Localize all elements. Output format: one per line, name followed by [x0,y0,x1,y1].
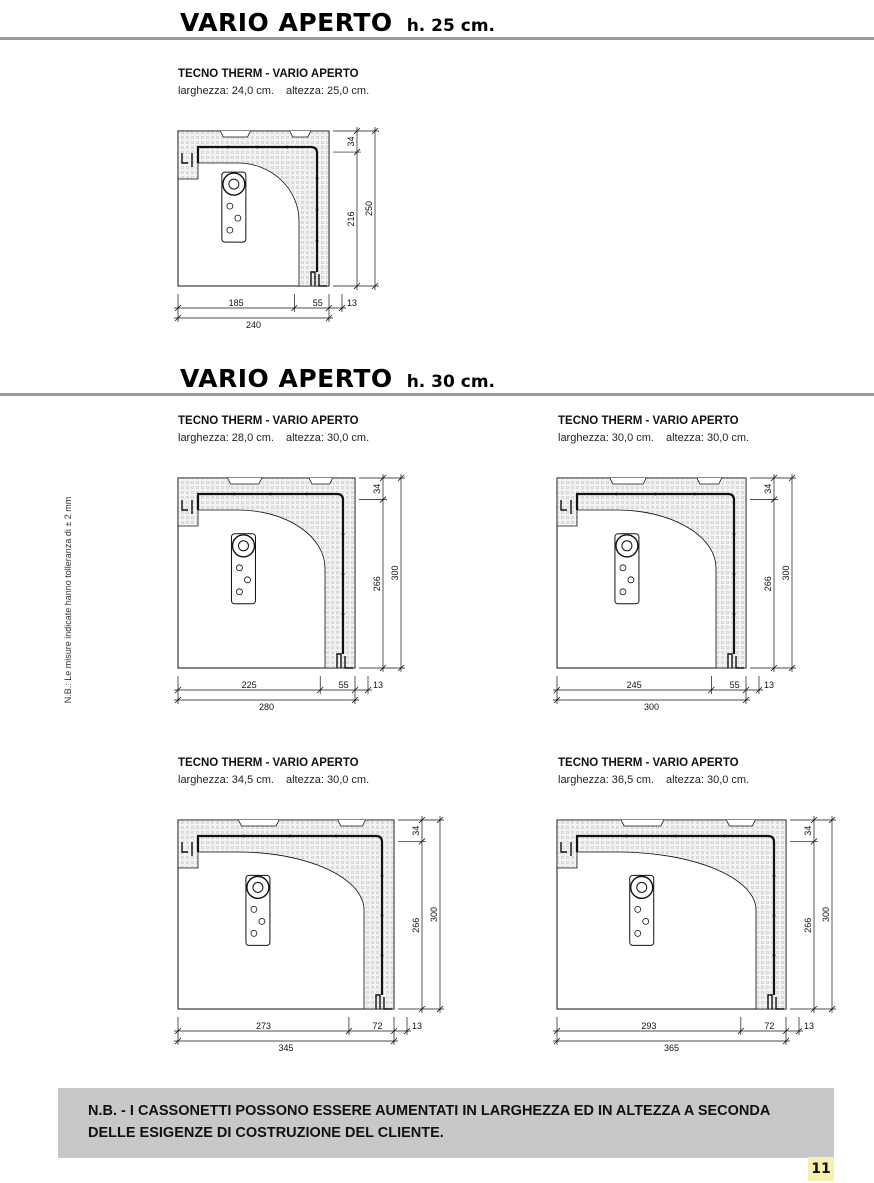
footer-note-line-1: N.B. - I CASSONETTI POSSONO ESSERE AUMENTATI IN LARGHEZZA ED IN ALTEZZA A SECONDA [88,1103,771,1119]
spec-title: TECNO THERM - VARIO APERTO [178,68,359,80]
frame-rivet [773,954,776,957]
dimension-label: 245 [626,680,642,690]
page-number: 11 [808,1157,834,1181]
dimension-label: 185 [228,298,244,308]
dimension-label: 280 [258,702,275,712]
spec-dimensions: larghezza: 36,5 cm. altezza: 30,0 cm. [558,774,750,786]
dimension-label: 225 [241,680,257,690]
section-subtitle: h. 30 cm. [406,372,496,392]
spec-dimensions: larghezza: 28,0 cm. altezza: 30,0 cm. [178,432,370,444]
dimension-label: 34 [346,136,356,147]
tolerance-note: N.B.: Le misure indicate hanno tolleranza di ± 2 mm [63,496,73,704]
dimension-label: 13 [372,680,384,690]
motor-bolt [635,930,641,936]
spec-dimensions: larghezza: 30,0 cm. altezza: 30,0 cm. [558,432,750,444]
section-title-text: VARIO APERTO [180,364,393,393]
dimension-label: 300 [429,906,439,923]
footer-note [58,1088,834,1158]
motor-axle [637,882,647,892]
top-notch [621,820,664,826]
dimension-label: 13 [803,1021,815,1031]
dimension-label: 300 [781,565,791,581]
spec-title: TECNO THERM - VARIO APERTO [178,415,359,427]
spec-title: TECNO THERM - VARIO APERTO [558,757,739,769]
dimension-label: 34 [763,483,773,494]
section-subtitle: h. 25 cm. [406,16,496,36]
dimension-label: 55 [312,298,323,308]
dimension-label: 365 [663,1043,680,1053]
motor-bolt [635,906,641,912]
dimension-label: 250 [364,200,374,217]
frame-rivet [773,914,776,917]
section-title-text: VARIO APERTO [180,8,393,37]
dimension-label: 293 [641,1021,657,1031]
dimension-label: 266 [411,917,421,933]
footer-note-line-2: DELLE ESIGENZE DI COSTRUZIONE DEL CLIENTE. [88,1125,444,1141]
frame-rivet [674,835,677,838]
box-group [553,816,836,1053]
dimension-label: 300 [643,702,660,712]
dimension-label: 34 [803,825,813,836]
spec-title: TECNO THERM - VARIO APERTO [558,415,739,427]
dimension-label: 266 [803,917,813,933]
dimension-label: 34 [372,483,382,494]
motor-bolt [643,918,649,924]
dimension-label: 300 [390,565,400,581]
frame-rivet [773,874,776,877]
dimension-label: 273 [255,1021,271,1031]
dimension-label: 240 [245,320,262,330]
dimension-label: 13 [763,680,775,690]
dimension-label: 266 [763,576,773,592]
dimension-label: 34 [411,825,421,836]
dimension-label: 13 [411,1021,423,1031]
dimension-label: 216 [346,211,356,227]
frame-rivet [625,835,628,838]
dimension-label: 300 [821,906,831,923]
dimension-label: 55 [729,680,740,690]
dimension-label: 72 [372,1021,383,1031]
spec-dimensions: larghezza: 34,5 cm. altezza: 30,0 cm. [178,774,370,786]
top-notch [726,820,755,826]
frame-rivet [723,835,726,838]
dimension-label: 13 [346,298,358,308]
dimension-label: 266 [372,576,382,592]
dimension-label: 345 [278,1043,294,1053]
dimension-label: 55 [338,680,349,690]
dimension-label: 72 [764,1021,775,1031]
spec-dimensions: larghezza: 24,0 cm. altezza: 25,0 cm. [178,85,370,97]
spec-title: TECNO THERM - VARIO APERTO [178,757,359,769]
